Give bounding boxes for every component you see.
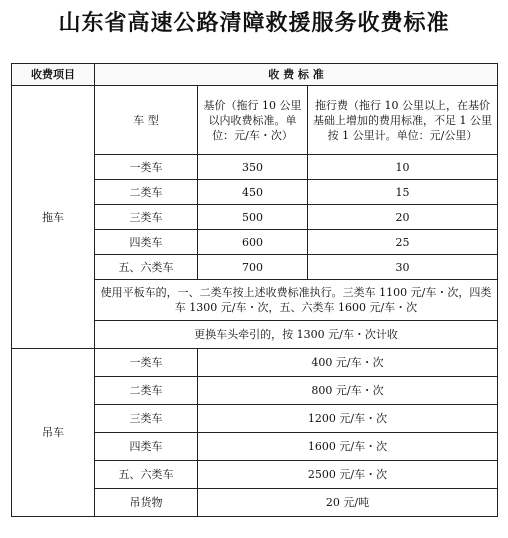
tow-type-1: 一类车 [95, 155, 198, 180]
fee-table [11, 63, 498, 517]
crane-type-5: 五、六类车 [95, 461, 198, 489]
tow-col-base: 基价（拖行 10 公里以内收费标准。单位：元/车・次） [198, 86, 308, 155]
tow-base-3: 500 [198, 205, 308, 230]
tow-subheader-row [12, 86, 498, 155]
tow-type-3: 三类车 [95, 205, 198, 230]
tow-extra-2: 15 [308, 180, 498, 205]
header-item: 收费项目 [12, 64, 95, 86]
header-standard: 收 费 标 准 [95, 64, 498, 86]
crane-category-label: 吊车 [12, 349, 95, 517]
tow-base-1: 350 [198, 155, 308, 180]
tow-extra-4: 25 [308, 230, 498, 255]
crane-type-1: 一类车 [95, 349, 198, 377]
crane-type-2: 二类车 [95, 377, 198, 405]
tow-col-type: 车 型 [95, 86, 198, 155]
crane-fee-1: 400 元/车・次 [198, 349, 498, 377]
tow-base-2: 450 [198, 180, 308, 205]
tow-note-tractor: 更换车头牵引的，按 1300 元/车・次计收 [95, 321, 498, 349]
tow-type-5: 五、六类车 [95, 255, 198, 280]
crane-fee-3: 1200 元/车・次 [198, 405, 498, 433]
tow-note-flatbed: 使用平板车的，一、二类车按上述收费标准执行。三类车 1100 元/车・次，四类车 1300 元/车・次，五、六类车 1600 元/车・次 [95, 280, 498, 321]
tow-type-4: 四类车 [95, 230, 198, 255]
tow-extra-3: 20 [308, 205, 498, 230]
crane-type-3: 三类车 [95, 405, 198, 433]
tow-col-extra: 拖行费（拖行 10 公里以上，在基价基础上增加的费用标准，不足 1 公里按 1 公里计。单位：元/公里） [308, 86, 498, 155]
page-title: 山东省高速公路清障救援服务收费标准 [58, 11, 450, 36]
tow-type-2: 二类车 [95, 180, 198, 205]
table-header-row [12, 64, 498, 86]
tow-base-4: 600 [198, 230, 308, 255]
crane-fee-2: 800 元/车・次 [198, 377, 498, 405]
tow-extra-5: 30 [308, 255, 498, 280]
table-row [12, 349, 498, 377]
crane-fee-4: 1600 元/车・次 [198, 433, 498, 461]
crane-fee-6: 20 元/吨 [198, 489, 498, 517]
tow-extra-1: 10 [308, 155, 498, 180]
crane-type-6: 吊货物 [95, 489, 198, 517]
crane-fee-5: 2500 元/车・次 [198, 461, 498, 489]
crane-type-4: 四类车 [95, 433, 198, 461]
tow-category-label: 拖车 [12, 86, 95, 349]
tow-base-5: 700 [198, 255, 308, 280]
